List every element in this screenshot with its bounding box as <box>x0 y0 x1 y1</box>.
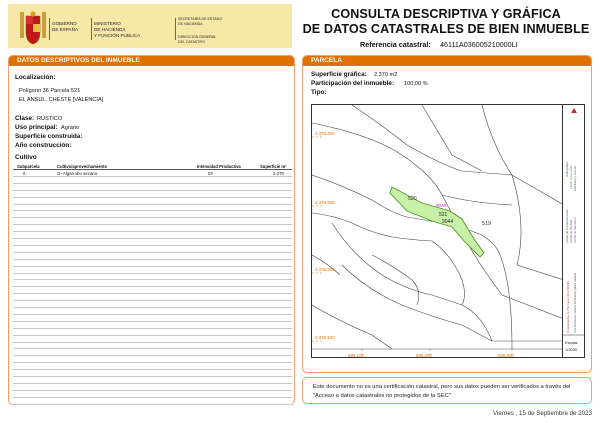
legend-item: Límite de Manzana <box>573 217 577 243</box>
superficie-grafica-label: Superficie gráfica: <box>311 71 367 78</box>
parcel-520-label: 520 <box>408 196 417 202</box>
logo-ministerio-text: MINISTERIO DE HACIENDA Y FUNCIÓN PÚBLICA <box>94 21 141 38</box>
logo-secretaria-text: SECRETARÍA DE ESTADO DE HACIENDA <box>178 17 222 26</box>
empty-table-row <box>13 260 292 267</box>
empty-table-row <box>13 350 292 357</box>
empty-table-row <box>13 281 292 288</box>
datos-descriptivos-panel <box>8 55 295 405</box>
logo-direccion-text: DIRECCIÓN GENERAL DEL CATASTRO <box>178 35 217 44</box>
logo-gobierno-text: GOBIERNO DE ESPAÑA <box>52 21 78 32</box>
empty-table-row <box>13 301 292 308</box>
column-header-intensidad: Intensidad Productiva <box>197 164 241 169</box>
empty-table-row <box>13 218 292 225</box>
empty-table-row <box>13 384 292 391</box>
empty-table-row <box>13 391 292 398</box>
empty-table-row <box>13 177 292 184</box>
legend-drawing <box>563 105 585 358</box>
x-coord-label: 696.100 <box>348 353 364 358</box>
empty-table-row <box>13 205 292 212</box>
notice-box <box>302 377 592 404</box>
empty-table-row <box>13 363 292 370</box>
localizacion-line-1: Polígono 36 Parcela 521 <box>19 88 81 94</box>
empty-table-row <box>13 246 292 253</box>
map-drawing <box>312 105 564 358</box>
superficie-grafica-value: 2.370 m2 <box>374 72 398 78</box>
empty-table-row <box>13 377 292 384</box>
empty-table-row <box>13 198 292 205</box>
table-row <box>13 170 292 177</box>
clase-label: Clase: <box>15 115 35 122</box>
empty-table-row <box>13 212 292 219</box>
scale-label: Escala: <box>565 340 579 345</box>
empty-table-row <box>13 191 292 198</box>
parcela-header: PARCELA <box>303 56 591 66</box>
datos-descriptivos-header: DATOS DESCRIPTIVOS DEL INMUEBLE <box>9 56 294 66</box>
x-coord-label: 696.300 <box>498 353 514 358</box>
title-line-1: CONSULTA DESCRIPTIVA Y GRÁFICA <box>331 7 561 21</box>
parcel-9044-label: 9044 <box>442 219 454 225</box>
y-coord-label: 4.376.100 <box>315 335 335 340</box>
empty-table-row <box>13 398 292 405</box>
legend-item: Límite de Parcela <box>569 219 573 243</box>
cultivo-title: Cultivo <box>15 154 37 161</box>
empty-table-row <box>13 356 292 363</box>
legend-note: Este documento contiene información gráfica catastral <box>574 272 577 333</box>
localizacion-label: Localización: <box>15 74 56 81</box>
uso-principal-label: Uso principal: <box>15 124 58 131</box>
referencia-catastral-value: 46111A036005210000LI <box>440 40 518 49</box>
legend-item: Hidrografía <box>565 162 569 177</box>
north-arrow-icon <box>571 108 577 113</box>
cadastral-map[interactable] <box>311 104 585 358</box>
coat-of-arms-icon <box>18 10 48 48</box>
empty-table-row <box>13 267 292 274</box>
referencia-catastral-label: Referencia catastral: <box>360 40 431 49</box>
localizacion-line-2: EL ANSUL. CHESTE [VALENCIA] <box>19 97 104 103</box>
empty-table-row <box>13 232 292 239</box>
ano-construccion-label: Año construcción: <box>15 142 72 149</box>
parcel-519-label: 519 <box>482 221 491 227</box>
column-header-superficie: Superficie m² <box>260 164 287 169</box>
superficie-construida-label: Superficie construida: <box>15 133 83 140</box>
title-line-2: DE DATOS CATASTRALES DE BIEN INMUEBLE <box>302 22 590 36</box>
parcel-9046-label: 9046 <box>436 203 447 208</box>
parcel-521-label: 521 <box>439 212 448 218</box>
x-coord-label: 696.200 <box>416 353 432 358</box>
parcel-521-highlight[interactable] <box>390 187 484 257</box>
cell-intensidad: 02 <box>208 171 213 176</box>
map-legend <box>562 105 584 358</box>
cell-superficie: 2.370 <box>273 171 284 176</box>
legend-item: Límite zona verde <box>569 165 573 189</box>
empty-table-row <box>13 274 292 281</box>
participacion-value: 100,00 % <box>404 81 428 87</box>
empty-table-row <box>13 315 292 322</box>
empty-table-row <box>13 294 292 301</box>
tipo-label: Tipo: <box>311 89 327 96</box>
table-header-row <box>13 163 292 170</box>
government-logo-banner <box>8 4 292 48</box>
notice-text: Este documento no es una certificación catastral, pero sus datos pueden ser verificados a través del "Acceso a datos catastrales no protegidos de la SEC" <box>313 384 571 399</box>
empty-table-row <box>13 308 292 315</box>
document-date: Viernes , 15 de Septiembre de 2023 <box>493 410 592 417</box>
uso-principal-value: Agrario <box>61 124 80 131</box>
document-title <box>300 7 592 37</box>
empty-table-row <box>13 225 292 232</box>
y-coord-label: 4.376.400 <box>315 131 335 136</box>
empty-table-row <box>13 336 292 343</box>
empty-table-row <box>13 322 292 329</box>
participacion-label: Participación del inmueble: <box>311 80 395 87</box>
empty-table-row <box>13 329 292 336</box>
empty-table-row <box>13 287 292 294</box>
empty-table-row <box>13 370 292 377</box>
column-header-cultivo: Cultivo/aprovechamiento <box>57 164 108 169</box>
parcela-panel <box>302 55 592 373</box>
column-header-subparcela: Subparcela <box>17 164 40 169</box>
cell-cultivo: G- Algarrobo secano <box>57 171 98 176</box>
legend-projection: Coordenadas U.T.M. Huso 30 ETRS89 <box>566 281 570 333</box>
clase-value: RÚSTICO <box>37 115 63 122</box>
empty-table-row <box>13 184 292 191</box>
empty-table-row <box>13 343 292 350</box>
empty-table-row <box>13 253 292 260</box>
legend-item: Mobiliario y aceras <box>573 165 577 191</box>
y-coord-label: 4.376.300 <box>315 200 335 205</box>
empty-table-row <box>13 239 292 246</box>
scale-value: 1/3000 <box>565 347 578 352</box>
y-coord-label: 4.376.200 <box>315 267 335 272</box>
cell-subparcela: 0 <box>23 171 26 176</box>
legend-item: Límite de Construcciones <box>565 209 569 243</box>
